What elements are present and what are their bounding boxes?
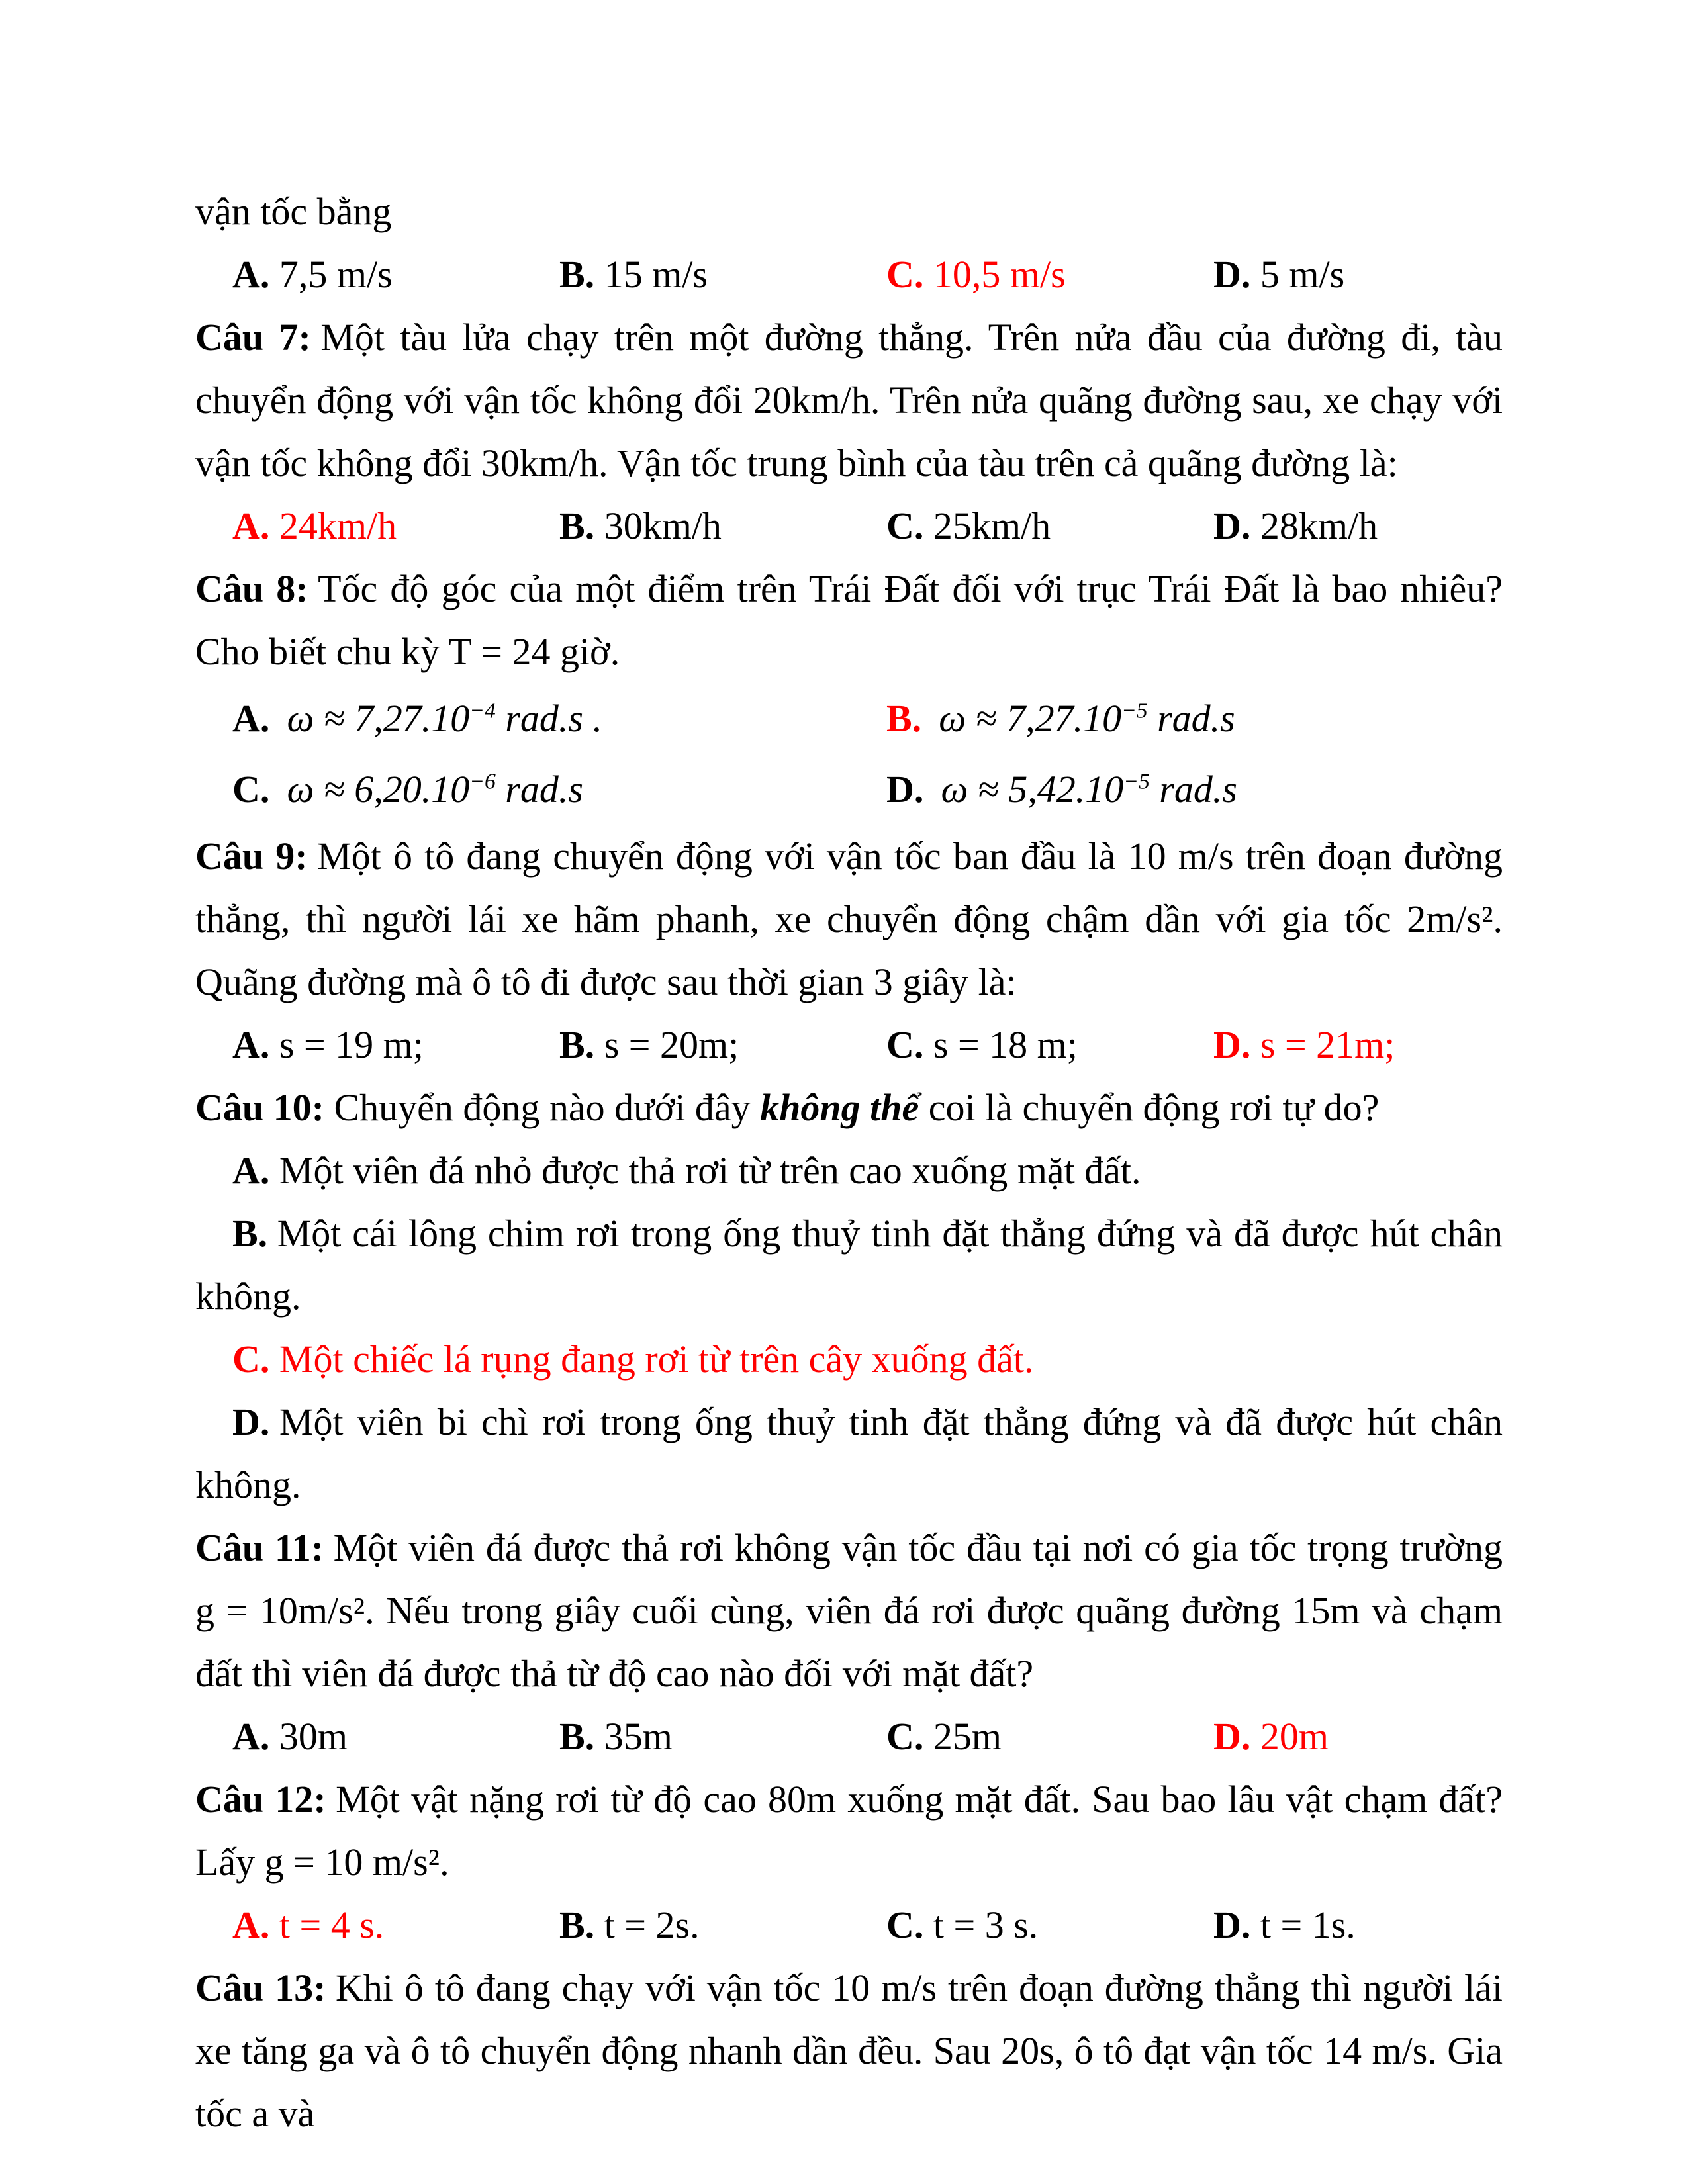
question-10-body-before: Chuyển động nào dưới đây xyxy=(334,1086,761,1129)
question-6-option-b xyxy=(559,243,886,306)
option-text: 30km/h xyxy=(604,504,722,547)
question-9-option-c xyxy=(886,1013,1213,1076)
option-text: Một cái lông chim rơi trong ống thuỷ tinh đặt thẳng đứng và đã được hút chân không. xyxy=(195,1212,1503,1318)
question-9-body: Một ô tô đang chuyển động với vận tốc ban đầu là 10 m/s trên đoạn đường thẳng, thì người lái xe hãm phanh, xe chuyển động chậm dần với gia tốc 2m/s². Quãng đường mà ô tô đi được sau thời gian 3 giây là: xyxy=(195,835,1503,1003)
question-12-options-row xyxy=(195,1893,1503,1956)
option-label: B. xyxy=(559,504,595,547)
question-9-options-row xyxy=(195,1013,1503,1076)
question-11-option-c xyxy=(886,1705,1213,1768)
option-label: B. xyxy=(232,1212,268,1255)
option-text: 20m xyxy=(1260,1715,1329,1758)
option-text: Một chiếc lá rụng đang rơi từ trên cây xuống đất. xyxy=(279,1338,1034,1381)
exponent: −5 xyxy=(1123,769,1150,794)
question-8-options-row-1 xyxy=(195,683,1503,754)
question-11-option-d-correct xyxy=(1213,1705,1503,1768)
option-label: B. xyxy=(886,697,922,740)
option-text: 25m xyxy=(933,1715,1002,1758)
fragment-text: vận tốc bằng xyxy=(195,190,392,233)
option-label: A. xyxy=(232,1023,270,1066)
question-11-options-row xyxy=(195,1705,1503,1768)
option-label: C. xyxy=(232,1338,270,1381)
option-text: s = 21m; xyxy=(1260,1023,1395,1066)
option-label: C. xyxy=(886,1023,924,1066)
question-9-label: Câu 9: xyxy=(195,835,308,878)
question-10-body-after: coi là chuyển động rơi tự do? xyxy=(919,1086,1380,1129)
option-label: D. xyxy=(1213,1715,1251,1758)
option-label: D. xyxy=(232,1400,270,1443)
option-text: 30m xyxy=(279,1715,348,1758)
question-9-option-a xyxy=(232,1013,559,1076)
option-text: s = 18 m; xyxy=(933,1023,1078,1066)
omega-formula: $\omega \approx 6,20.10^{-6}$ rad.s xyxy=(287,768,583,811)
option-label: A. xyxy=(232,1903,270,1946)
question-12-option-b xyxy=(559,1893,886,1956)
option-label: A. xyxy=(232,1149,270,1192)
question-8-option-a xyxy=(232,683,886,754)
question-9-text xyxy=(195,825,1503,1013)
question-12-body: Một vật nặng rơi từ độ cao 80m xuống mặt đất. Sau bao lâu vật chạm đất? Lấy g = 10 m/s². xyxy=(195,1778,1503,1884)
option-text: s = 19 m; xyxy=(279,1023,424,1066)
question-11-text xyxy=(195,1516,1503,1705)
option-text: t = 4 s. xyxy=(279,1903,385,1946)
question-10-option-d xyxy=(195,1390,1503,1516)
question-10-option-c-correct xyxy=(195,1328,1503,1390)
question-6-options-row xyxy=(195,243,1503,306)
question-8-body: Tốc độ góc của một điểm trên Trái Đất đối với trục Trái Đất là bao nhiêu? Cho biết chu kỳ T = 24 giờ. xyxy=(195,567,1503,673)
option-label: B. xyxy=(559,1715,595,1758)
question-8-option-b-correct xyxy=(886,683,1503,754)
option-text: 24km/h xyxy=(279,504,397,547)
question-9-option-d-correct xyxy=(1213,1013,1503,1076)
question-7-label: Câu 7: xyxy=(195,316,311,359)
option-label: D. xyxy=(1213,1903,1251,1946)
question-12-option-d xyxy=(1213,1893,1503,1956)
option-label: D. xyxy=(1213,1023,1251,1066)
question-6-option-d xyxy=(1213,243,1503,306)
exponent: −6 xyxy=(469,769,496,794)
option-label: B. xyxy=(559,1023,595,1066)
question-7-option-d xyxy=(1213,494,1503,557)
question-7-text xyxy=(195,306,1503,494)
option-text: Một viên đá nhỏ được thả rơi từ trên cao xuống mặt đất. xyxy=(279,1149,1141,1192)
question-7-options-row xyxy=(195,494,1503,557)
question-8-text xyxy=(195,557,1503,683)
question-10-text xyxy=(195,1076,1503,1139)
option-label: C. xyxy=(886,504,924,547)
question-12-label: Câu 12: xyxy=(195,1778,326,1821)
question-7-option-a-correct xyxy=(232,494,559,557)
option-text: Một viên bi chì rơi trong ống thuỷ tinh đặt thẳng đứng và đã được hút chân không. xyxy=(195,1400,1503,1506)
question-11-body: Một viên đá được thả rơi không vận tốc đầu tại nơi có gia tốc trọng trường g = 10m/s². Nếu trong giây cuối cùng, viên đá rơi được quãng đường 15m và chạm đất thì viên đá được thả từ độ cao nào đối với mặt đất? xyxy=(195,1526,1503,1695)
exponent: −4 xyxy=(469,698,496,723)
question-10-option-a xyxy=(195,1139,1503,1202)
question-10-emphasis: không thể xyxy=(760,1086,919,1129)
option-label: D. xyxy=(1213,253,1251,296)
option-text: 35m xyxy=(604,1715,673,1758)
option-label: C. xyxy=(886,1903,924,1946)
question-7-body: Một tàu lửa chạy trên một đường thẳng. Trên nửa đầu của đường đi, tàu chuyển động với vận tốc không đổi 20km/h. Trên nửa quãng đường sau, xe chạy với vận tốc không đổi 30km/h. Vận tốc trung bình của tàu trên cả quãng đường là: xyxy=(195,316,1503,484)
option-label: A. xyxy=(232,253,270,296)
option-label: D. xyxy=(886,768,924,811)
option-label: A. xyxy=(232,504,270,547)
question-11-option-b xyxy=(559,1705,886,1768)
question-8-option-c xyxy=(232,754,886,825)
question-8-label: Câu 8: xyxy=(195,567,308,610)
question-8-option-d xyxy=(886,754,1503,825)
option-label: B. xyxy=(559,253,595,296)
option-label: B. xyxy=(559,1903,595,1946)
omega-formula: $\omega \approx 7,27.10^{-5}$ rad.s xyxy=(939,697,1235,740)
question-13-label: Câu 13: xyxy=(195,1966,326,2009)
option-text: t = 2s. xyxy=(604,1903,700,1946)
option-label: A. xyxy=(232,1715,270,1758)
question-7-option-c xyxy=(886,494,1213,557)
option-text: s = 20m; xyxy=(604,1023,739,1066)
question-6-option-a xyxy=(232,243,559,306)
option-text: t = 3 s. xyxy=(933,1903,1039,1946)
option-label: A. xyxy=(232,697,270,740)
option-text: 7,5 m/s xyxy=(279,253,393,296)
option-label: C. xyxy=(886,253,924,296)
question-12-option-c xyxy=(886,1893,1213,1956)
omega-formula: $\omega \approx 5,42.10^{-5}$ rad.s xyxy=(941,768,1237,811)
omega-formula: $\omega \approx 7,27.10^{-4}$ rad.s . xyxy=(287,697,602,740)
question-10-label: Câu 10: xyxy=(195,1086,324,1129)
option-label: D. xyxy=(1213,504,1251,547)
question-12-option-a-correct xyxy=(232,1893,559,1956)
question-13-text xyxy=(195,1956,1503,2145)
option-label: C. xyxy=(232,768,270,811)
question-6-option-c-correct xyxy=(886,243,1213,306)
question-7-option-b xyxy=(559,494,886,557)
question-6-continuation-text xyxy=(195,180,1503,243)
option-text: 15 m/s xyxy=(604,253,708,296)
option-label: C. xyxy=(886,1715,924,1758)
question-11-label: Câu 11: xyxy=(195,1526,324,1569)
question-9-option-b xyxy=(559,1013,886,1076)
question-10-option-b xyxy=(195,1202,1503,1328)
option-text: 5 m/s xyxy=(1260,253,1345,296)
question-8-options-row-2 xyxy=(195,754,1503,825)
question-13-body: Khi ô tô đang chạy với vận tốc 10 m/s trên đoạn đường thẳng thì người lái xe tăng ga và ô tô chuyển động nhanh dần đều. Sau 20s, ô tô đạt vận tốc 14 m/s. Gia tốc a và xyxy=(195,1966,1503,2135)
option-text: 25km/h xyxy=(933,504,1051,547)
option-text: 28km/h xyxy=(1260,504,1378,547)
question-11-option-a xyxy=(232,1705,559,1768)
option-text: 10,5 m/s xyxy=(933,253,1066,296)
question-12-text xyxy=(195,1768,1503,1893)
option-text: t = 1s. xyxy=(1260,1903,1356,1946)
exponent: −5 xyxy=(1121,698,1148,723)
